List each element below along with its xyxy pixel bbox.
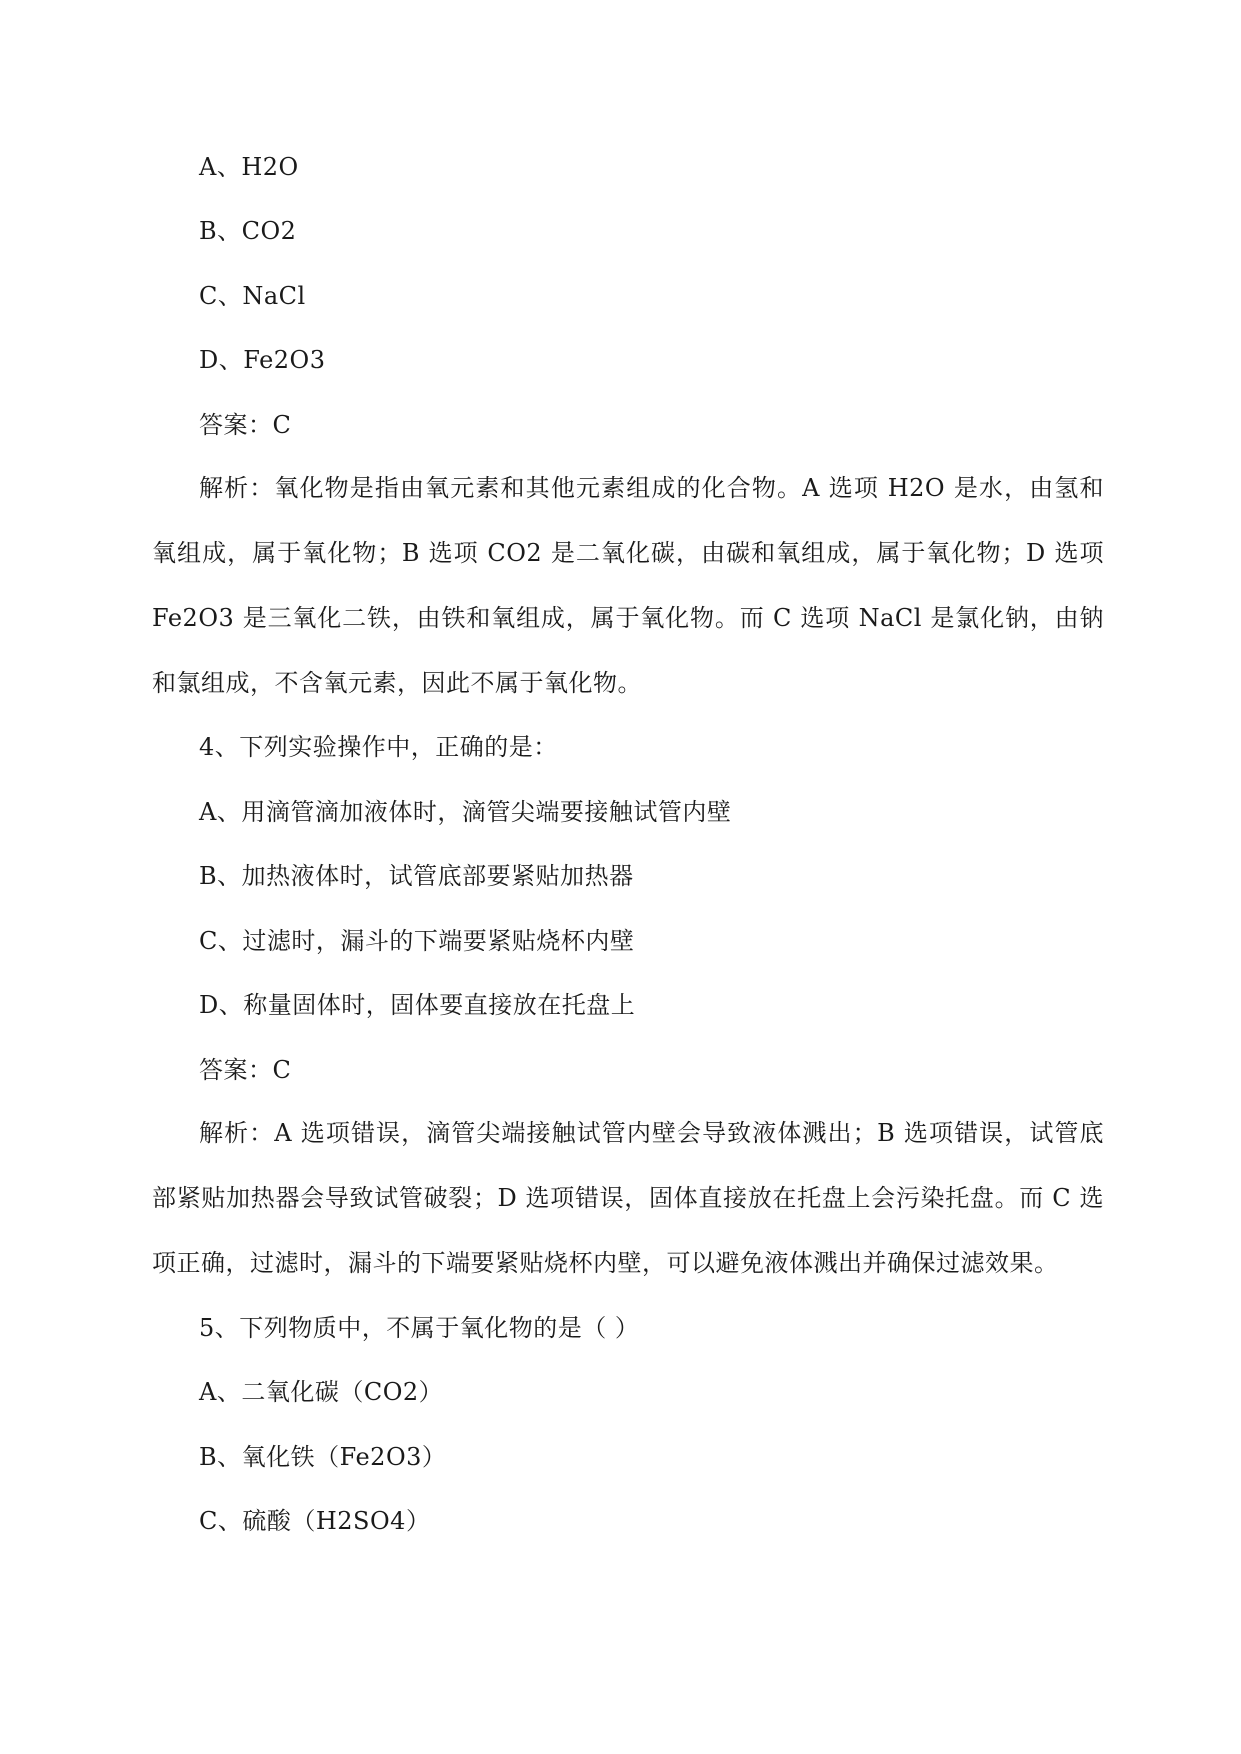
answer: 答案：C [199, 411, 292, 439]
q4-analysis-paragraph: 解析：A 选项错误，滴管尖端接触试管内壁会导致液体溅出；B 选项错误，试管底部紧贴加热器会导致试管破裂；D 选项错误，固体直接放在托盘上会污染托盘。而 C 选项正确，过滤时，漏斗的下端要紧贴烧杯内壁，可以避免液体溅出并确保过滤效果。 [152, 1119, 1104, 1277]
analysis-paragraph: 解析：氧化物是指由氧元素和其他元素组成的化合物。A 选项 H2O 是水，由氢和氧组成，属于氧化物；B 选项 CO2 是二氧化碳，由碳和氧组成，属于氧化物；D 选项 Fe2O3 是三氧化二铁，由铁和氧组成，属于氧化物。而 C 选项 NaCl 是氯化钠，由钠和氯组成，不含氧元素，因此不属于氧化物。 [152, 474, 1104, 697]
q4-answer: 答案：C [199, 1056, 292, 1084]
option-a: A、H2O [199, 153, 299, 181]
q4-option-b: B、加热液体时，试管底部要紧贴加热器 [199, 862, 634, 890]
q4-option-d: D、称量固体时，固体要直接放在托盘上 [199, 991, 636, 1019]
q5-option-b: B、氧化铁（Fe2O3） [199, 1443, 447, 1471]
question-5: 5、下列物质中，不属于氧化物的是（ ） [199, 1314, 640, 1342]
q5-option-a: A、二氧化碳（CO2） [199, 1378, 444, 1406]
option-d: D、Fe2O3 [199, 346, 326, 374]
option-b: B、CO2 [199, 217, 297, 245]
q4-option-a: A、用滴管滴加液体时，滴管尖端要接触试管内壁 [199, 798, 732, 826]
option-c: C、NaCl [199, 282, 306, 310]
question-4: 4、下列实验操作中，正确的是： [199, 733, 558, 761]
q4-option-c: C、过滤时，漏斗的下端要紧贴烧杯内壁 [199, 927, 635, 955]
q5-option-c: C、硫酸（H2SO4） [199, 1507, 431, 1535]
